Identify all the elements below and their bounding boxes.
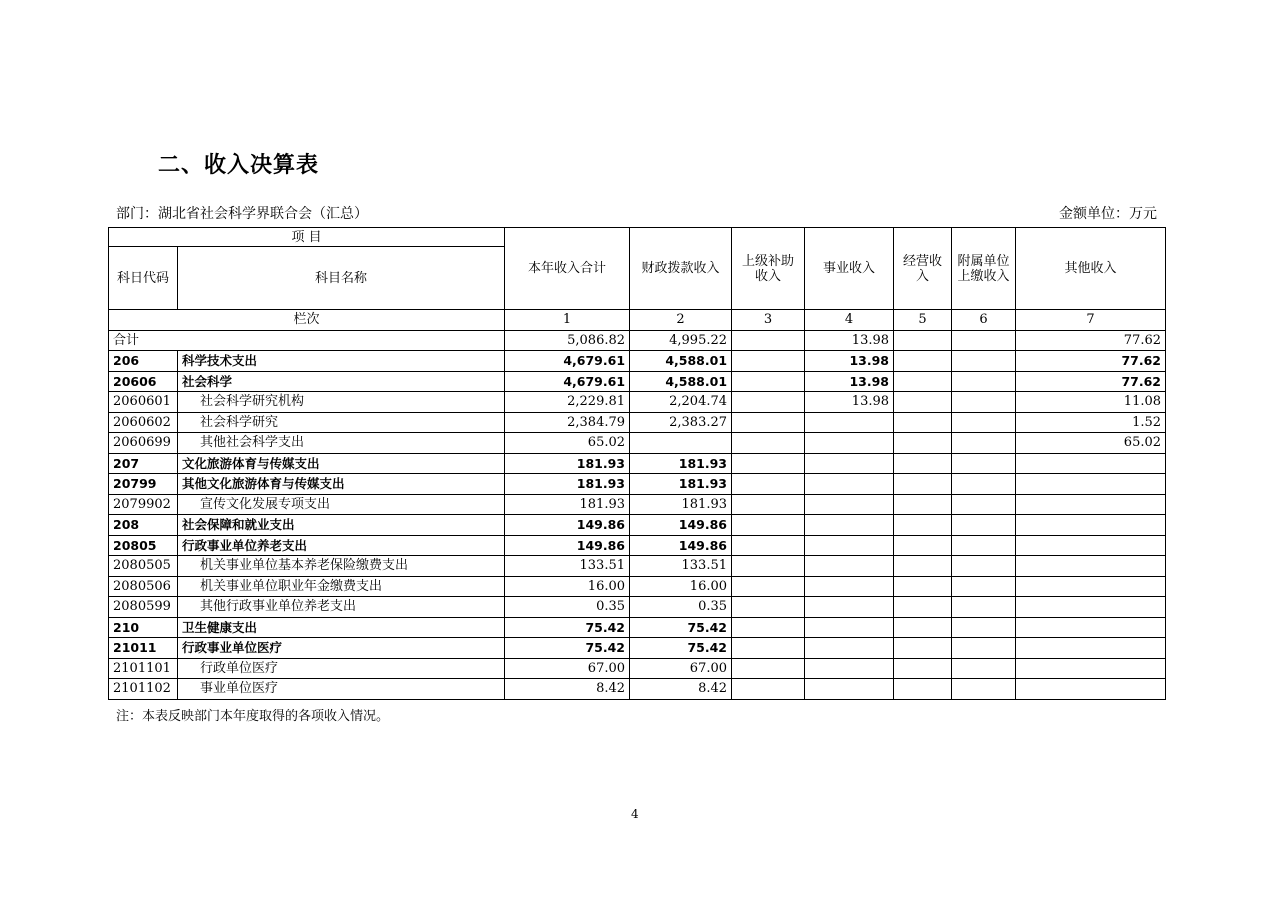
subject-name: 社会保障和就业支出 xyxy=(178,515,505,536)
department-label: 部门：湖北省社会科学界联合会（汇总） xyxy=(116,206,368,222)
amount-cell xyxy=(952,392,1016,413)
amount-cell xyxy=(1016,679,1166,700)
code-header: 科日代码 xyxy=(109,247,178,310)
amount-cell: 65.02 xyxy=(505,433,630,454)
amount-cell xyxy=(952,576,1016,597)
amount-cell xyxy=(894,392,952,413)
subject-code: 2080599 xyxy=(109,597,178,618)
amount-cell: 4,588.01 xyxy=(630,351,732,372)
table-row xyxy=(109,515,1166,536)
col-header-3: 上级补助收入 xyxy=(732,228,805,310)
subject-code: 2080505 xyxy=(109,556,178,577)
page-title: 二、收入决算表 xyxy=(158,153,320,178)
total-row xyxy=(109,330,1166,351)
amount-cell xyxy=(1016,617,1166,638)
row-index-cell: 6 xyxy=(952,310,1016,331)
amount-cell: 181.93 xyxy=(630,474,732,495)
col-header-5: 经营收入 xyxy=(894,228,952,310)
amount-cell xyxy=(732,617,805,638)
subject-code: 2080506 xyxy=(109,576,178,597)
subject-name: 社会科学研究 xyxy=(178,412,505,433)
subject-code: 20799 xyxy=(109,474,178,495)
amount-cell xyxy=(952,515,1016,536)
subject-code: 2060601 xyxy=(109,392,178,413)
total-value: 13.98 xyxy=(805,330,894,351)
amount-cell: 75.42 xyxy=(630,617,732,638)
table-row xyxy=(109,638,1166,659)
total-value xyxy=(894,330,952,351)
amount-cell xyxy=(952,351,1016,372)
subject-name: 文化旅游体育与传媒支出 xyxy=(178,453,505,474)
amount-cell xyxy=(894,576,952,597)
col-header-2: 财政拨款收入 xyxy=(630,228,732,310)
subject-code: 20606 xyxy=(109,371,178,392)
amount-cell xyxy=(732,556,805,577)
subject-name: 卫生健康支出 xyxy=(178,617,505,638)
amount-cell xyxy=(894,474,952,495)
amount-cell: 149.86 xyxy=(505,515,630,536)
amount-cell: 13.98 xyxy=(805,392,894,413)
amount-cell: 181.93 xyxy=(505,474,630,495)
table-row xyxy=(109,679,1166,700)
amount-cell: 2,383.27 xyxy=(630,412,732,433)
amount-cell xyxy=(894,597,952,618)
amount-cell: 181.93 xyxy=(505,494,630,515)
subject-code: 2060699 xyxy=(109,433,178,454)
amount-cell: 11.08 xyxy=(1016,392,1166,413)
amount-cell xyxy=(732,638,805,659)
amount-cell xyxy=(805,433,894,454)
amount-cell: 133.51 xyxy=(505,556,630,577)
amount-cell xyxy=(732,597,805,618)
amount-cell xyxy=(805,453,894,474)
amount-cell xyxy=(805,679,894,700)
amount-cell xyxy=(732,515,805,536)
amount-cell: 181.93 xyxy=(505,453,630,474)
amount-cell xyxy=(805,474,894,495)
amount-cell xyxy=(1016,576,1166,597)
subject-code: 206 xyxy=(109,351,178,372)
amount-cell xyxy=(894,679,952,700)
amount-cell: 75.42 xyxy=(630,638,732,659)
subject-code: 210 xyxy=(109,617,178,638)
subject-name: 其他行政事业单位养老支出 xyxy=(178,597,505,618)
amount-cell: 67.00 xyxy=(630,658,732,679)
amount-cell: 77.62 xyxy=(1016,371,1166,392)
project-header: 项 目 xyxy=(109,228,505,247)
total-value xyxy=(952,330,1016,351)
subject-name: 社会科学 xyxy=(178,371,505,392)
amount-cell xyxy=(952,597,1016,618)
subject-name: 科学技术支出 xyxy=(178,351,505,372)
amount-cell xyxy=(732,535,805,556)
amount-cell: 65.02 xyxy=(1016,433,1166,454)
amount-cell xyxy=(894,515,952,536)
amount-cell: 2,384.79 xyxy=(505,412,630,433)
subject-code: 207 xyxy=(109,453,178,474)
amount-cell xyxy=(894,535,952,556)
subject-name: 行政事业单位医疗 xyxy=(178,638,505,659)
amount-cell xyxy=(805,412,894,433)
row-index-row xyxy=(109,310,1166,331)
table-row xyxy=(109,597,1166,618)
total-value: 4,995.22 xyxy=(630,330,732,351)
amount-cell: 2,229.81 xyxy=(505,392,630,413)
amount-cell xyxy=(732,412,805,433)
amount-cell xyxy=(1016,494,1166,515)
amount-cell: 4,679.61 xyxy=(505,351,630,372)
amount-cell: 149.86 xyxy=(630,515,732,536)
amount-cell xyxy=(952,679,1016,700)
amount-cell: 13.98 xyxy=(805,351,894,372)
amount-cell xyxy=(952,371,1016,392)
subject-code: 2079902 xyxy=(109,494,178,515)
amount-cell xyxy=(805,658,894,679)
subject-code: 208 xyxy=(109,515,178,536)
amount-cell: 149.86 xyxy=(630,535,732,556)
amount-cell: 4,588.01 xyxy=(630,371,732,392)
amount-cell xyxy=(894,658,952,679)
subject-name: 其他文化旅游体育与传媒支出 xyxy=(178,474,505,495)
amount-cell xyxy=(952,658,1016,679)
table-note: 注：本表反映部门本年度取得的各项收入情况。 xyxy=(116,709,390,724)
amount-cell xyxy=(1016,638,1166,659)
subject-name: 行政单位医疗 xyxy=(178,658,505,679)
amount-cell xyxy=(732,392,805,413)
table-row xyxy=(109,576,1166,597)
amount-cell xyxy=(952,453,1016,474)
row-index-cell: 4 xyxy=(805,310,894,331)
amount-cell xyxy=(732,679,805,700)
col-header-7: 其他收入 xyxy=(1016,228,1166,310)
amount-cell xyxy=(894,638,952,659)
amount-cell xyxy=(805,597,894,618)
total-label: 合计 xyxy=(109,330,505,351)
amount-cell xyxy=(732,494,805,515)
row-index-cell: 5 xyxy=(894,310,952,331)
amount-cell: 16.00 xyxy=(505,576,630,597)
subject-name: 行政事业单位养老支出 xyxy=(178,535,505,556)
row-index-cell: 7 xyxy=(1016,310,1166,331)
row-index-cell: 2 xyxy=(630,310,732,331)
row-index-cell: 1 xyxy=(505,310,630,331)
amount-cell: 16.00 xyxy=(630,576,732,597)
amount-cell: 67.00 xyxy=(505,658,630,679)
row-index-cell: 3 xyxy=(732,310,805,331)
amount-cell xyxy=(952,474,1016,495)
table-row xyxy=(109,351,1166,372)
amount-cell: 181.93 xyxy=(630,494,732,515)
amount-cell: 0.35 xyxy=(630,597,732,618)
subject-code: 2060602 xyxy=(109,412,178,433)
amount-cell xyxy=(805,576,894,597)
amount-cell xyxy=(894,371,952,392)
amount-cell: 8.42 xyxy=(505,679,630,700)
amount-cell xyxy=(1016,535,1166,556)
table-row xyxy=(109,617,1166,638)
amount-cell: 75.42 xyxy=(505,638,630,659)
table-row xyxy=(109,535,1166,556)
amount-cell xyxy=(894,453,952,474)
amount-cell xyxy=(1016,515,1166,536)
amount-cell: 0.35 xyxy=(505,597,630,618)
subject-name: 事业单位医疗 xyxy=(178,679,505,700)
table-row xyxy=(109,453,1166,474)
amount-cell: 149.86 xyxy=(505,535,630,556)
subject-name: 宣传文化发展专项支出 xyxy=(178,494,505,515)
amount-cell xyxy=(1016,453,1166,474)
table-row xyxy=(109,658,1166,679)
page-number: 4 xyxy=(631,807,639,821)
total-value: 77.62 xyxy=(1016,330,1166,351)
amount-cell: 8.42 xyxy=(630,679,732,700)
amount-cell xyxy=(952,412,1016,433)
amount-cell: 77.62 xyxy=(1016,351,1166,372)
table-row xyxy=(109,494,1166,515)
amount-cell xyxy=(1016,597,1166,618)
subject-code: 2101101 xyxy=(109,658,178,679)
amount-cell xyxy=(952,494,1016,515)
amount-cell xyxy=(732,453,805,474)
name-header: 科目名称 xyxy=(178,247,505,310)
amount-cell xyxy=(805,494,894,515)
col-header-4: 事业收入 xyxy=(805,228,894,310)
table-body xyxy=(109,228,1166,700)
table-row xyxy=(109,556,1166,577)
col-header-6: 附属单位上缴收入 xyxy=(952,228,1016,310)
amount-cell xyxy=(952,638,1016,659)
table-row xyxy=(109,433,1166,454)
income-table xyxy=(108,227,1166,700)
amount-cell xyxy=(894,351,952,372)
amount-cell xyxy=(894,412,952,433)
amount-cell: 1.52 xyxy=(1016,412,1166,433)
col-header-1: 本年收入合计 xyxy=(505,228,630,310)
amount-cell xyxy=(894,556,952,577)
table-row xyxy=(109,412,1166,433)
amount-cell: 181.93 xyxy=(630,453,732,474)
amount-cell xyxy=(732,474,805,495)
amount-cell xyxy=(952,556,1016,577)
amount-unit-label: 金额单位：万元 xyxy=(1059,206,1157,222)
table-row xyxy=(109,474,1166,495)
amount-cell xyxy=(630,433,732,454)
amount-cell xyxy=(805,556,894,577)
amount-cell xyxy=(894,617,952,638)
amount-cell xyxy=(952,535,1016,556)
amount-cell xyxy=(805,617,894,638)
amount-cell: 133.51 xyxy=(630,556,732,577)
header-row-project xyxy=(109,228,1166,247)
amount-cell xyxy=(1016,474,1166,495)
amount-cell xyxy=(732,433,805,454)
amount-cell xyxy=(1016,556,1166,577)
amount-cell: 4,679.61 xyxy=(505,371,630,392)
amount-cell xyxy=(894,494,952,515)
subject-code: 2101102 xyxy=(109,679,178,700)
amount-cell: 2,204.74 xyxy=(630,392,732,413)
amount-cell xyxy=(732,351,805,372)
amount-cell xyxy=(1016,658,1166,679)
amount-cell xyxy=(894,433,952,454)
subject-name: 机关事业单位职业年金缴费支出 xyxy=(178,576,505,597)
amount-cell: 13.98 xyxy=(805,371,894,392)
amount-cell xyxy=(805,535,894,556)
amount-cell xyxy=(952,617,1016,638)
amount-cell xyxy=(805,515,894,536)
subject-name: 其他社会科学支出 xyxy=(178,433,505,454)
row-index-label: 栏次 xyxy=(109,310,505,331)
subject-code: 21011 xyxy=(109,638,178,659)
total-value xyxy=(732,330,805,351)
amount-cell xyxy=(732,371,805,392)
subject-name: 机关事业单位基本养老保险缴费支出 xyxy=(178,556,505,577)
amount-cell xyxy=(732,658,805,679)
amount-cell: 75.42 xyxy=(505,617,630,638)
amount-cell xyxy=(952,433,1016,454)
subject-code: 20805 xyxy=(109,535,178,556)
subject-name: 社会科学研究机构 xyxy=(178,392,505,413)
table-row xyxy=(109,392,1166,413)
total-value: 5,086.82 xyxy=(505,330,630,351)
table-row xyxy=(109,371,1166,392)
amount-cell xyxy=(732,576,805,597)
amount-cell xyxy=(805,638,894,659)
